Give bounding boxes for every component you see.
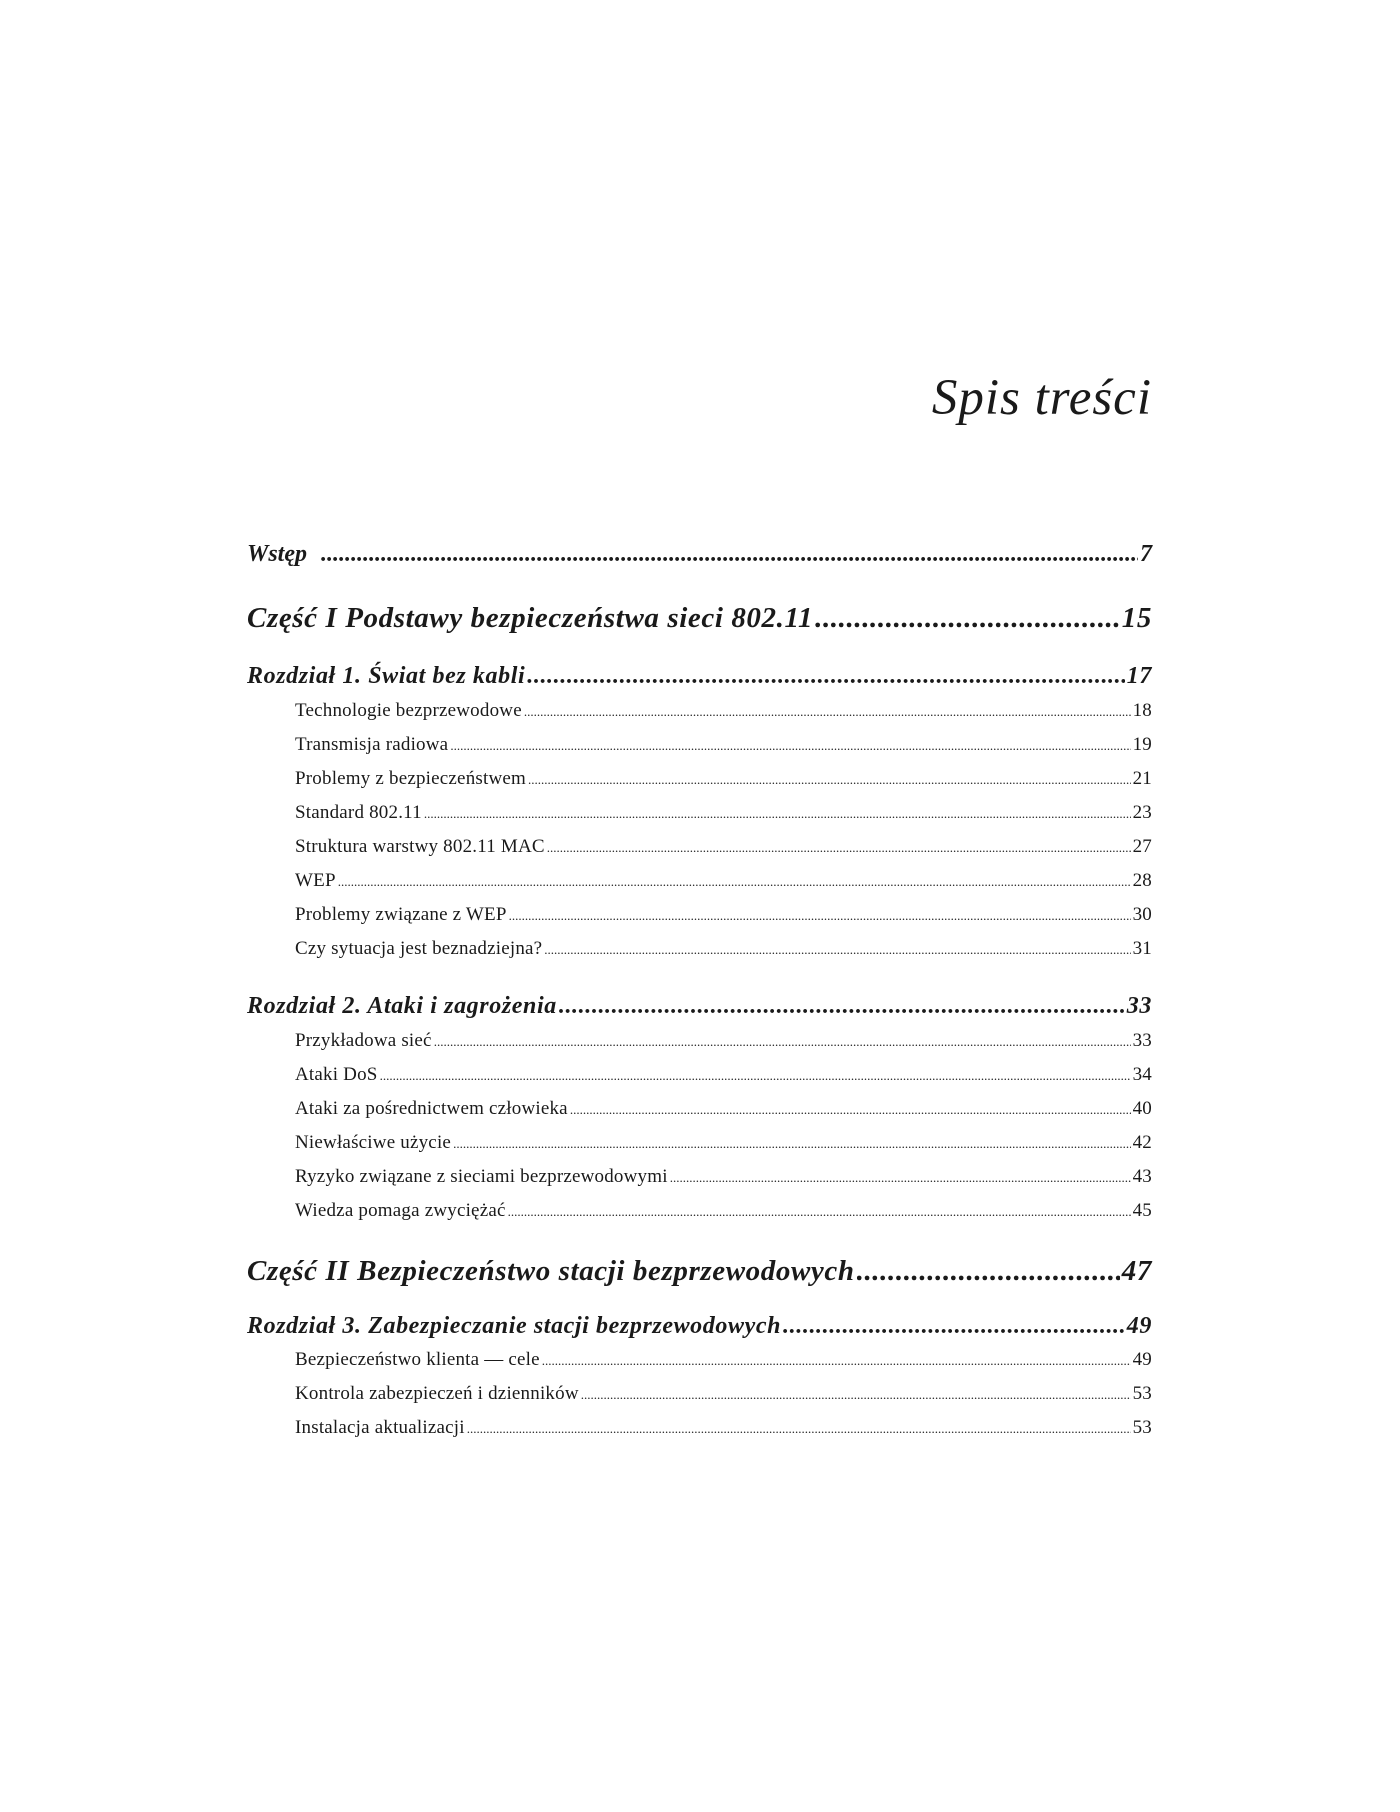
dot-leader xyxy=(857,1255,1120,1288)
toc-entry-title: Część II Bezpieczeństwo stacji bezprzewodowych xyxy=(247,1255,855,1287)
dot-leader xyxy=(509,908,1131,924)
dot-leader xyxy=(581,1387,1131,1403)
toc-entry-title: Czy sytuacja jest beznadziejna? xyxy=(295,938,543,959)
toc-page-number: 21 xyxy=(1132,768,1152,789)
toc-entry-section[interactable] xyxy=(295,734,1152,756)
dot-leader xyxy=(434,1034,1131,1050)
dot-leader xyxy=(559,993,1125,1020)
toc-entry-title: Wstęp xyxy=(247,541,307,567)
toc-page-number: 53 xyxy=(1132,1383,1152,1404)
toc-page-number: 23 xyxy=(1132,802,1152,823)
dot-leader xyxy=(542,1353,1131,1369)
toc-entry-section[interactable] xyxy=(295,802,1152,824)
toc-page-number: 40 xyxy=(1132,1098,1152,1119)
dot-leader xyxy=(467,1421,1131,1437)
dot-leader xyxy=(783,1313,1125,1340)
toc-entry-title: Bezpieczeństwo klienta — cele xyxy=(295,1349,540,1370)
toc-entry-section[interactable] xyxy=(295,870,1152,892)
toc-page-number: 34 xyxy=(1132,1064,1152,1085)
dot-leader xyxy=(524,704,1131,720)
toc-entry-section[interactable] xyxy=(295,1200,1152,1222)
toc-entry-section[interactable] xyxy=(295,1064,1152,1086)
toc-entry-title: Niewłaściwe użycie xyxy=(295,1132,452,1153)
toc-entry-title: Kontrola zabezpieczeń i dzienników xyxy=(295,1383,579,1404)
dot-leader xyxy=(570,1102,1131,1118)
dot-leader xyxy=(528,772,1131,788)
toc-page-number: 42 xyxy=(1132,1132,1152,1153)
toc-entry-section[interactable] xyxy=(295,1417,1152,1439)
toc-entry-title: Standard 802.11 xyxy=(295,802,422,823)
dot-leader xyxy=(453,1136,1131,1152)
toc-entry-chapter[interactable] xyxy=(247,993,1152,1020)
toc-page-number: 15 xyxy=(1121,602,1152,634)
toc-page-number: 33 xyxy=(1132,1030,1152,1051)
toc-entry-title: Struktura warstwy 802.11 MAC xyxy=(295,836,545,857)
dot-leader xyxy=(527,663,1125,690)
toc-entry-chapter[interactable] xyxy=(247,663,1152,690)
toc-entry-section[interactable] xyxy=(295,1132,1152,1154)
dot-leader xyxy=(544,942,1130,958)
toc-page-number: 27 xyxy=(1132,836,1152,857)
toc-page-number: 49 xyxy=(1132,1349,1152,1370)
toc-entry-title: Rozdział 3. Zabezpieczanie stacji bezprzewodowych xyxy=(247,1313,782,1339)
toc-entry-title: Technologie bezprzewodowe xyxy=(295,700,522,721)
toc-entry-section[interactable] xyxy=(295,938,1152,960)
toc-entry-title: Ataki za pośrednictwem człowieka xyxy=(295,1098,568,1119)
dot-leader xyxy=(321,541,1138,568)
dot-leader xyxy=(450,738,1130,754)
dot-leader xyxy=(670,1170,1131,1186)
toc-entry-section[interactable] xyxy=(295,904,1152,926)
dot-leader xyxy=(338,874,1131,890)
toc-entry-part[interactable] xyxy=(247,1255,1152,1288)
toc-entry-section[interactable] xyxy=(295,1383,1152,1405)
toc-entry-title: Instalacja aktualizacji xyxy=(295,1417,465,1438)
dot-leader xyxy=(424,806,1131,822)
toc-page-number: 30 xyxy=(1132,904,1152,925)
toc-entry-section[interactable] xyxy=(295,1166,1152,1188)
toc-entry-title: Część I Podstawy bezpieczeństwa sieci 802.11 xyxy=(247,602,814,634)
dot-leader xyxy=(547,840,1131,856)
toc-page-number: 49 xyxy=(1126,1313,1152,1339)
toc-entry-section[interactable] xyxy=(295,836,1152,858)
toc-entry-title: Ataki DoS xyxy=(295,1064,378,1085)
toc-entry-section[interactable] xyxy=(295,700,1152,722)
toc-entry-title: Ryzyko związane z sieciami bezprzewodowymi xyxy=(295,1166,668,1187)
toc-page-number: 7 xyxy=(1140,541,1152,567)
toc-page-number: 31 xyxy=(1132,938,1152,959)
toc-entry-title: WEP xyxy=(295,870,336,891)
toc-page-number: 18 xyxy=(1132,700,1152,721)
toc-entry-section[interactable] xyxy=(295,1098,1152,1120)
toc-page-number: 45 xyxy=(1132,1200,1152,1221)
toc-entry-chapter[interactable] xyxy=(247,1313,1152,1340)
toc-entry-title: Problemy z bezpieczeństwem xyxy=(295,768,527,789)
dot-leader xyxy=(815,602,1120,635)
toc-entry-title: Rozdział 1. Świat bez kabli xyxy=(247,663,526,689)
toc-page-number: 53 xyxy=(1132,1417,1152,1438)
toc-entry-title: Transmisja radiowa xyxy=(295,734,449,755)
toc-entry-section[interactable] xyxy=(295,1349,1152,1371)
toc-page-number: 33 xyxy=(1126,993,1152,1019)
dot-leader xyxy=(508,1204,1131,1220)
dot-leader xyxy=(380,1068,1131,1084)
toc-page-number: 19 xyxy=(1132,734,1152,755)
toc-entry-section[interactable] xyxy=(295,768,1152,790)
page-title: Spis treści xyxy=(931,370,1152,426)
toc-entry-title: Wiedza pomaga zwyciężać xyxy=(295,1200,506,1221)
toc-entry-title: Przykładowa sieć xyxy=(295,1030,432,1051)
toc-page-number: 17 xyxy=(1126,663,1152,689)
toc-entry-section[interactable] xyxy=(295,1030,1152,1052)
toc-page-number: 47 xyxy=(1121,1255,1152,1287)
toc-entry-part[interactable] xyxy=(247,602,1152,635)
toc-page-number: 28 xyxy=(1132,870,1152,891)
toc-entry-title: Problemy związane z WEP xyxy=(295,904,507,925)
toc-entry-title: Rozdział 2. Ataki i zagrożenia xyxy=(247,993,557,1019)
toc-entry-front[interactable] xyxy=(247,541,1152,568)
toc-page-number: 43 xyxy=(1132,1166,1152,1187)
